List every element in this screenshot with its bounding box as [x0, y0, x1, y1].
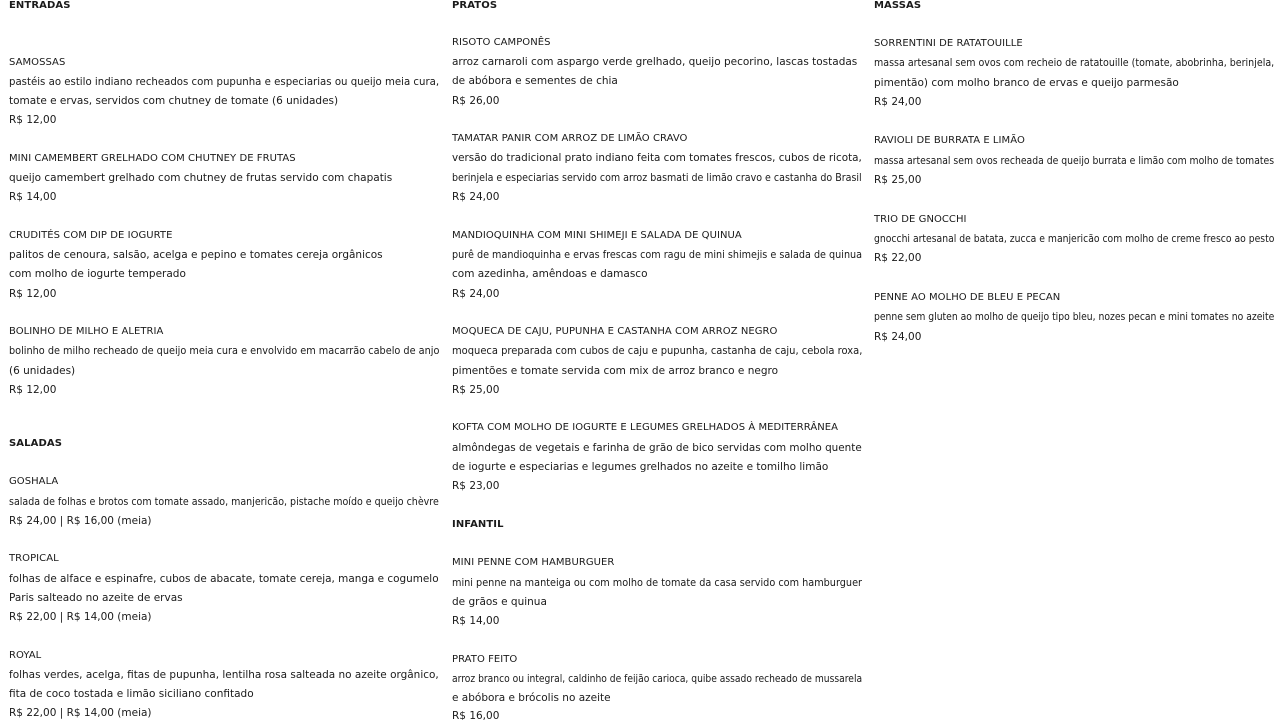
menu-item-name: TRIO DE GNOCCHI: [874, 214, 967, 225]
menu-item-desc: salada de folhas e brotos com tomate assado, manjericão, pistache moído e queijo chèvre: [9, 496, 439, 508]
section-heading-infantil: INFANTIL: [452, 519, 504, 530]
section-heading-entradas: ENTRADAS: [9, 0, 71, 11]
menu-item-desc: arroz branco ou integral, caldinho de feijão carioca, quibe assado recheado de mussarela: [452, 673, 863, 685]
menu-item-name: TROPICAL: [9, 553, 59, 564]
menu-item-name: MINI CAMEMBERT GRELHADO COM CHUTNEY DE FRUTAS: [9, 153, 296, 164]
menu-item-price: R$ 24,00: [452, 191, 500, 203]
menu-item-desc: de abóbora e sementes de chia: [452, 75, 618, 87]
menu-item-name: KOFTA COM MOLHO DE IOGURTE E LEGUMES GRELHADOS À MEDITERRÂNEA: [452, 422, 839, 433]
menu-item-name: RAVIOLI DE BURRATA E LIMÃO: [874, 135, 1025, 146]
menu-item-price: R$ 22,00: [874, 252, 922, 264]
section-heading-massas: MASSAS: [874, 0, 922, 11]
menu-item-desc: folhas de alface e espinafre, cubos de abacate, tomate cereja, manga e cogumelo: [9, 573, 439, 585]
section-heading-saladas: SALADAS: [9, 438, 62, 449]
menu-item-desc: gnocchi artesanal de batata, zucca e manjericão com molho de creme fresco ao pesto: [874, 233, 1275, 245]
menu-item-price: R$ 24,00: [874, 96, 922, 108]
menu-item-name: BOLINHO DE MILHO E ALETRIA: [9, 326, 164, 337]
menu-item-desc: pastéis ao estilo indiano recheados com pupunha e especiarias ou queijo meia cura,: [9, 76, 440, 88]
menu-item-desc: e abóbora e brócolis no azeite: [452, 692, 611, 704]
menu-item-price: R$ 25,00: [874, 174, 922, 186]
menu-item-desc: tomate e ervas, servidos com chutney de tomate (6 unidades): [9, 95, 339, 107]
menu-item-name: MOQUECA DE CAJU, PUPUNHA E CASTANHA COM ARROZ NEGRO: [452, 326, 778, 337]
menu-item-name: GOSHALA: [9, 476, 59, 487]
menu-item-name: SORRENTINI DE RATATOUILLE: [874, 38, 1023, 49]
menu-item-desc: fita de coco tostada e limão siciliano confitado: [9, 688, 254, 700]
menu-item-name: SAMOSSAS: [9, 57, 66, 68]
menu-item-name: RISOTO CAMPONÊS: [452, 37, 551, 48]
menu-item-desc: purê de mandioquinha e ervas frescas com ragu de mini shimejis e salada de quinua: [452, 249, 863, 261]
menu-item-desc: penne sem gluten ao molho de queijo tipo bleu, nozes pecan e mini tomates no azeite: [874, 311, 1275, 323]
menu-item-price: R$ 16,00: [452, 710, 500, 720]
menu-item-price: R$ 12,00: [9, 384, 57, 396]
menu-item-desc: berinjela e especiarias servido com arroz basmati de limão cravo e castanha do Brasil: [452, 172, 862, 184]
menu-item-price: R$ 14,00: [452, 615, 500, 627]
menu-item-desc: palitos de cenoura, salsão, acelga e pepino e tomates cereja orgânicos: [9, 249, 383, 261]
menu-item-price: R$ 14,00: [9, 191, 57, 203]
menu-item-price: R$ 24,00: [874, 331, 922, 343]
menu-item-desc: massa artesanal sem ovos recheada de queijo burrata e limão com molho de tomates: [874, 155, 1275, 167]
menu-item-desc: arroz carnaroli com aspargo verde grelhado, queijo pecorino, lascas tostadas: [452, 56, 858, 68]
menu-item-name: CRUDITÉS COM DIP DE IOGURTE: [9, 230, 173, 241]
menu-item-desc: almôndegas de vegetais e farinha de grão de bico servidas com molho quente: [452, 442, 862, 454]
menu-item-desc: versão do tradicional prato indiano feita com tomates frescos, cubos de ricota,: [452, 152, 862, 164]
menu-item-desc: massa artesanal sem ovos com recheio de ratatouille (tomate, abobrinha, berinjela,: [874, 57, 1275, 69]
menu-item-desc: com molho de iogurte temperado: [9, 268, 186, 280]
menu-item-name: MINI PENNE COM HAMBURGUER: [452, 557, 615, 568]
menu-item-desc: mini penne na manteiga ou com molho de tomate da casa servido com hamburguer: [452, 577, 863, 589]
menu-item-name: ROYAL: [9, 650, 42, 661]
menu-item-desc: Paris salteado no azeite de ervas: [9, 592, 183, 604]
menu-item-price: R$ 22,00 | R$ 14,00 (meia): [9, 707, 152, 719]
menu-item-price: R$ 23,00: [452, 480, 500, 492]
menu-item-desc: (6 unidades): [9, 365, 76, 377]
menu-item-name: TAMATAR PANIR COM ARROZ DE LIMÃO CRAVO: [452, 133, 688, 144]
menu-item-price: R$ 12,00: [9, 114, 57, 126]
menu-item-price: R$ 24,00: [452, 288, 500, 300]
menu-item-desc: moqueca preparada com cubos de caju e pupunha, castanha de caju, cebola roxa,: [452, 345, 863, 357]
menu-item-price: R$ 24,00 | R$ 16,00 (meia): [9, 515, 152, 527]
menu-item-price: R$ 25,00: [452, 384, 500, 396]
menu-item-price: R$ 22,00 | R$ 14,00 (meia): [9, 611, 152, 623]
menu-item-price: R$ 12,00: [9, 288, 57, 300]
menu-item-name: MANDIOQUINHA COM MINI SHIMEJI E SALADA DE QUINUA: [452, 230, 742, 241]
menu-item-desc: com azedinha, amêndoas e damasco: [452, 268, 648, 280]
menu-item-name: PRATO FEITO: [452, 654, 518, 665]
menu-item-desc: bolinho de milho recheado de queijo meia cura e envolvido em macarrão cabelo de anjo: [9, 345, 440, 357]
menu-item-name: PENNE AO MOLHO DE BLEU E PECAN: [874, 292, 1061, 303]
menu-item-desc: pimentão) com molho branco de ervas e queijo parmesão: [874, 77, 1179, 89]
menu-item-price: R$ 26,00: [452, 95, 500, 107]
menu-item-desc: de grãos e quinua: [452, 596, 547, 608]
menu-item-desc: queijo camembert grelhado com chutney de frutas servido com chapatis: [9, 172, 393, 184]
menu-item-desc: pimentões e tomate servida com mix de arroz branco e negro: [452, 365, 779, 377]
menu-item-desc: de iogurte e especiarias e legumes grelhados no azeite e tomilho limão: [452, 461, 829, 473]
section-heading-pratos: PRATOS: [452, 0, 498, 11]
menu-item-desc: folhas verdes, acelga, fitas de pupunha, lentilha rosa salteada no azeite orgânico,: [9, 669, 439, 681]
